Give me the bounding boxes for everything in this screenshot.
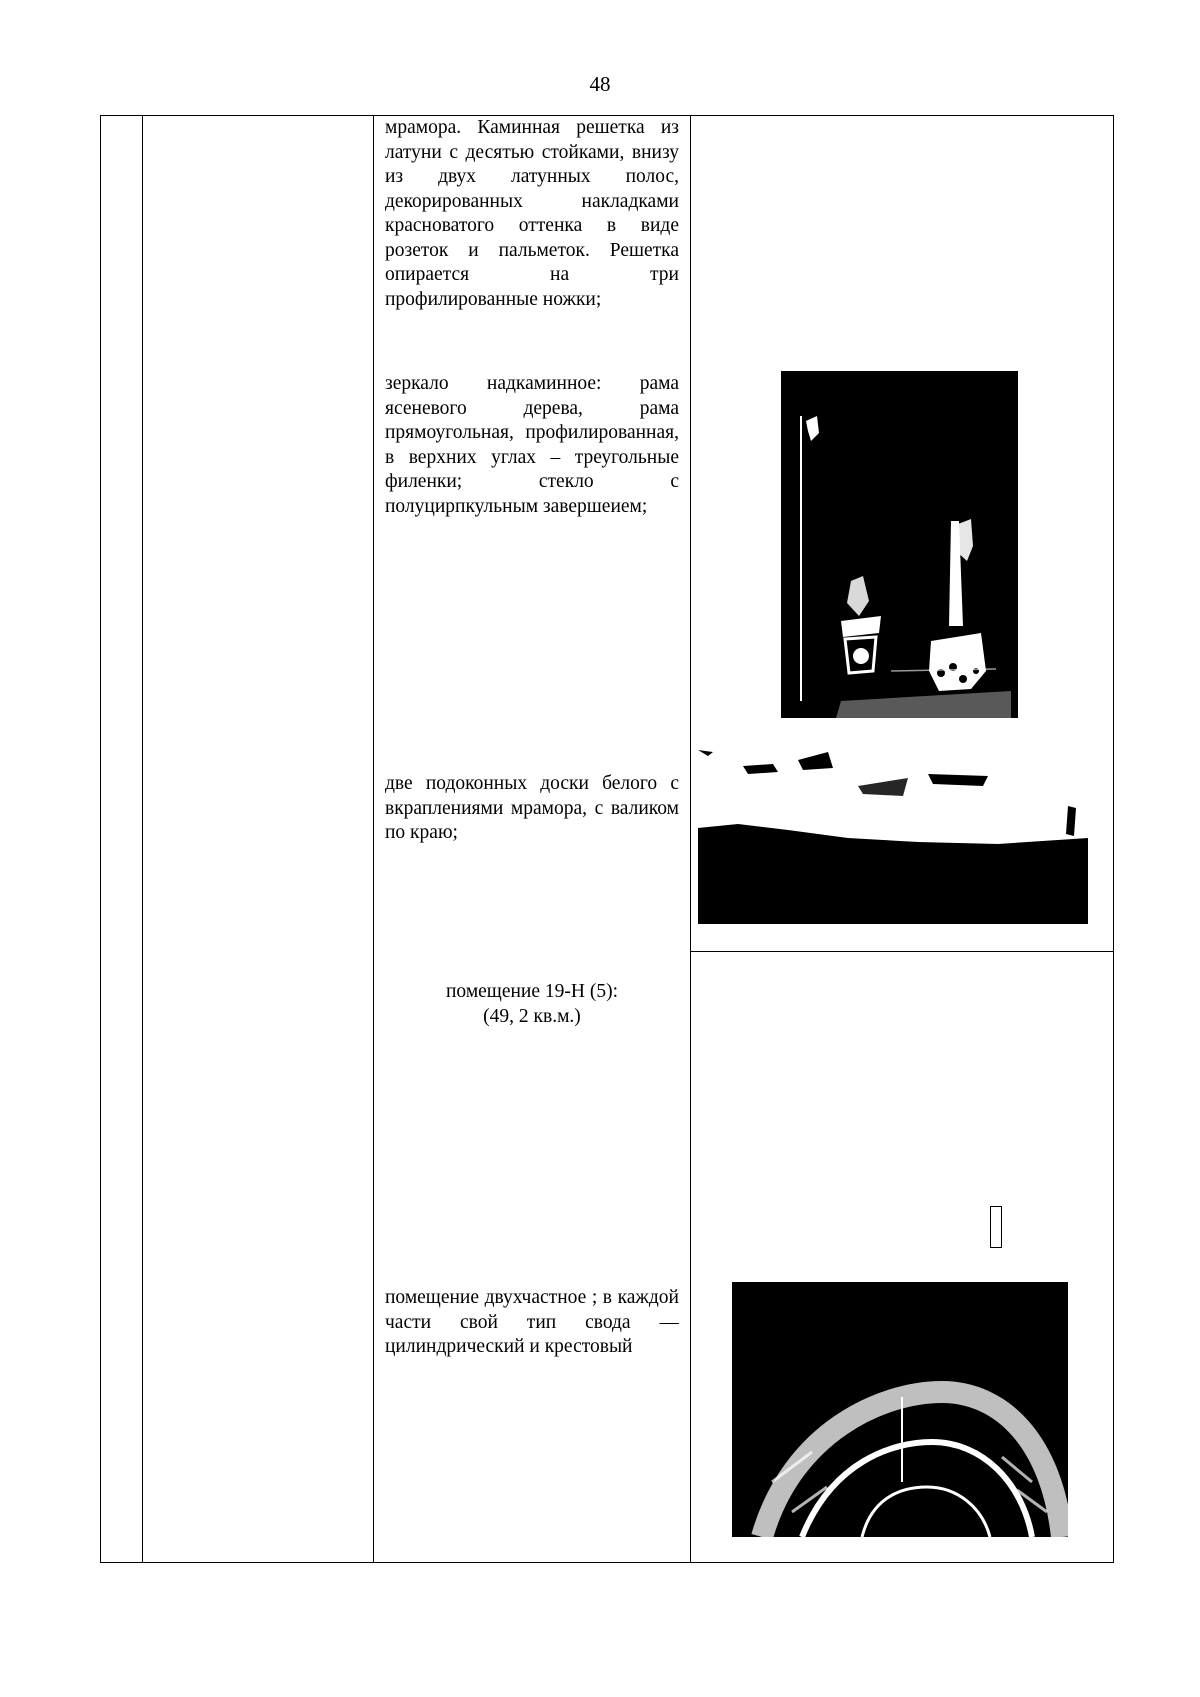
mirror-photo <box>781 371 1018 718</box>
room-description-text: помещение двухчастное ; в каждой части свой тип свода — цилиндрический и крестовый <box>385 1287 679 1357</box>
table-border-col2 <box>373 115 374 1563</box>
room-heading <box>375 980 689 1029</box>
table-border-right <box>1113 115 1114 1563</box>
room-area: (49, 2 кв.м.) <box>483 1005 581 1027</box>
table-border-left <box>100 115 101 1563</box>
table-border-col3 <box>690 115 691 1563</box>
room-title: помещение 19-Н (5): <box>446 981 618 1002</box>
photo-cell-divider <box>690 951 1114 952</box>
vault-photo <box>732 1282 1068 1537</box>
windowsill-photo <box>698 746 1088 924</box>
table-border-bottom <box>100 1562 1114 1563</box>
page-number: 48 <box>589 72 611 96</box>
fireplace-grate-text: мрамора. Каминная решетка из латуни с десятью стойками, внизу из двух латунных полос, декорированных накладками красноватого оттенка в виде розеток и пальметок. Решетка опирается на три профилированные ножки; <box>385 117 679 310</box>
table-border-col1 <box>142 115 143 1563</box>
windowsills-text: две подоконных доски белого с вкраплениями мрамора, с валиком по краю; <box>385 773 679 843</box>
small-frame-marker <box>990 1206 1002 1248</box>
mirror-text: зеркало надкаминное: рама ясеневого дерева, рама прямоугольная, профилированная, в верхних углах – треугольные филенки; стекло с полуцирпкульным завершеием; <box>385 373 679 517</box>
